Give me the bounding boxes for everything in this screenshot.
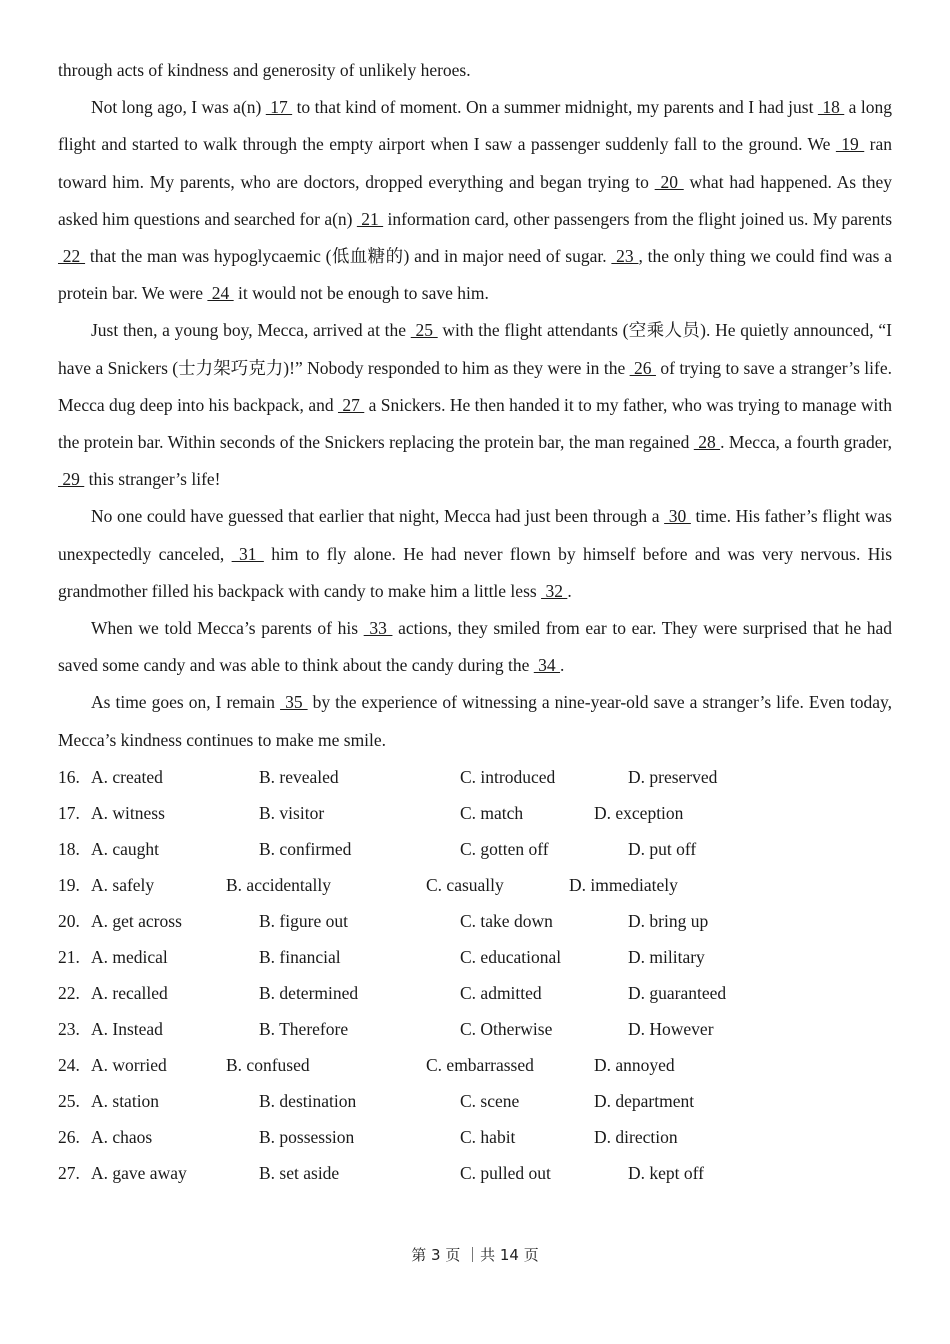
option-d: D. kept off	[628, 1162, 704, 1183]
option-c: C. gotten off	[460, 838, 549, 859]
answer-blank: 19	[835, 134, 865, 155]
answer-blank: 23	[611, 246, 639, 267]
answer-blank: 35	[280, 692, 308, 713]
passage-text: that the man was hypoglycaemic (低血糖的) and in major need of sugar.	[85, 246, 612, 267]
option-c: C. casually	[426, 874, 504, 895]
question-row	[58, 975, 892, 1011]
option-a: A. chaos	[91, 1126, 153, 1147]
option-b: B. possession	[259, 1126, 355, 1147]
option-d: D. put off	[628, 838, 697, 859]
passage-text: of trying to save a stranger’s life. Mecca dug deep into his backpack, and	[58, 357, 892, 415]
passage-text: information card, other passengers from the flight joined us. My parents	[383, 208, 892, 229]
passage-text: When we told Mecca’s parents of his	[91, 618, 364, 639]
question-row	[58, 831, 892, 867]
option-a: A. created	[91, 766, 163, 787]
option-c: C. Otherwise	[460, 1018, 553, 1039]
option-a: A. worried	[91, 1054, 167, 1075]
answer-blank: 24	[207, 283, 234, 304]
passage-text: what had happened. As they asked him questions and searched for a(n)	[58, 171, 892, 229]
passage-text: As time goes on, I remain	[91, 692, 281, 713]
answer-blank: 29	[58, 469, 85, 490]
passage-text: Just then, a young boy, Mecca, arrived at the	[91, 320, 411, 341]
option-d: D. preserved	[628, 766, 718, 787]
passage-text: ran toward him. My parents, who are doctors, dropped everything and began trying to	[58, 134, 893, 192]
passage-text: by the experience of witnessing a nine-year-old save a stranger’s life. Even today, Mecca’s kindness continues to make me smile.	[58, 692, 892, 750]
option-c: C. match	[460, 802, 524, 823]
question-row	[58, 1083, 892, 1119]
option-b: B. determined	[259, 982, 359, 1003]
passage-text: this stranger’s life!	[84, 469, 221, 490]
option-b: B. accidentally	[226, 874, 331, 895]
option-d: D. direction	[594, 1126, 678, 1147]
question-number: 20.	[58, 910, 80, 931]
question-options-list	[58, 759, 892, 1191]
question-row	[58, 1011, 892, 1047]
option-c: C. pulled out	[460, 1162, 551, 1183]
question-number: 16.	[58, 766, 80, 787]
question-number: 27.	[58, 1162, 80, 1183]
option-d: D. department	[594, 1090, 695, 1111]
option-a: A. witness	[91, 802, 165, 823]
option-b: B. confused	[226, 1054, 310, 1075]
question-row	[58, 867, 892, 903]
passage-text: a Snickers. He then handed it to my father, who was trying to manage with the protein bar. Within seconds of the Snickers replacing the protein bar, the man regained	[58, 394, 893, 453]
question-number: 24.	[58, 1054, 80, 1075]
passage-text: , the only thing we could find was a protein bar. We were	[58, 246, 892, 304]
option-d: D. However	[628, 1018, 714, 1039]
option-d: D. bring up	[628, 910, 709, 931]
passage-paragraph-5	[58, 684, 892, 758]
question-number: 26.	[58, 1126, 80, 1147]
question-number: 18.	[58, 838, 80, 859]
answer-blank: 20	[654, 171, 684, 192]
option-a: A. get across	[91, 910, 182, 931]
option-b: B. revealed	[259, 766, 339, 787]
passage-text: . Mecca, a fourth grader,	[720, 432, 893, 453]
option-d: D. immediately	[569, 874, 678, 895]
answer-blank: 22	[58, 246, 86, 267]
question-row	[58, 1047, 892, 1083]
passage-text: it would not be enough to save him.	[233, 283, 489, 304]
answer-blank: 31	[231, 543, 264, 564]
option-d: D. exception	[594, 802, 684, 823]
answer-blank: 34	[533, 655, 561, 676]
option-b: B. set aside	[259, 1162, 340, 1183]
question-row	[58, 903, 892, 939]
option-d: D. annoyed	[594, 1054, 675, 1075]
passage-text: to that kind of moment. On a summer midnight, my parents and I had just	[292, 97, 818, 118]
option-c: C. introduced	[460, 766, 556, 787]
option-a: A. recalled	[91, 982, 168, 1003]
passage-text: No one could have guessed that earlier that night, Mecca had just been through a	[91, 506, 665, 527]
question-number: 17.	[58, 802, 80, 823]
answer-blank: 25	[410, 320, 438, 341]
passage-text: .	[567, 580, 572, 601]
option-a: A. Instead	[91, 1018, 163, 1039]
question-number: 19.	[58, 874, 80, 895]
passage-paragraph-1	[58, 89, 892, 312]
passage-paragraph-3	[58, 498, 892, 610]
passage-text: with the flight attendants (空乘人员). He quietly announced, “I have a Snickers (士力架巧克力)!” Nobody responded to him as they were in the	[58, 320, 892, 378]
answer-blank: 28	[693, 432, 721, 453]
option-c: C. scene	[460, 1090, 520, 1111]
question-number: 25.	[58, 1090, 80, 1111]
option-b: B. figure out	[259, 910, 348, 931]
option-b: B. financial	[259, 946, 341, 967]
question-row	[58, 1119, 892, 1155]
answer-blank: 30	[664, 506, 691, 527]
option-c: C. admitted	[460, 982, 542, 1003]
option-c: C. habit	[460, 1126, 516, 1147]
option-b: B. confirmed	[259, 838, 352, 859]
answer-blank: 17	[265, 97, 293, 118]
passage-text: Not long ago, I was a(n)	[91, 97, 266, 118]
option-d: D. guaranteed	[628, 982, 727, 1003]
document-page	[58, 52, 892, 1191]
passage-text: actions, they smiled from ear to ear. They were surprised that he had saved some candy and was able to think about the candy during the	[58, 618, 892, 676]
passage-text: time. His father’s flight was unexpectedly canceled,	[58, 506, 892, 564]
question-row	[58, 795, 892, 831]
question-row	[58, 1155, 892, 1191]
answer-blank: 27	[337, 394, 365, 415]
option-a: A. caught	[91, 838, 160, 859]
answer-blank: 18	[817, 97, 845, 118]
option-b: B. Therefore	[259, 1018, 349, 1039]
option-b: B. visitor	[259, 802, 325, 823]
option-a: A. gave away	[91, 1162, 187, 1183]
option-c: C. take down	[460, 910, 553, 931]
question-number: 23.	[58, 1018, 80, 1039]
question-number: 21.	[58, 946, 80, 967]
option-b: B. destination	[259, 1090, 357, 1111]
passage-text: him to fly alone. He had never flown by himself before and was very nervous. His grandmother filled his backpack with candy to make him a little less	[58, 543, 893, 601]
answer-blank: 26	[629, 357, 656, 378]
question-row	[58, 939, 892, 975]
option-d: D. military	[628, 946, 705, 967]
option-a: A. station	[91, 1090, 160, 1111]
option-c: C. educational	[460, 946, 562, 967]
passage-text: .	[560, 655, 565, 676]
passage-text: a long flight and started to walk through the empty airport when I saw a passenger suddenly fall to the ground. We	[58, 97, 892, 155]
answer-blank: 21	[356, 208, 384, 229]
answer-blank: 33	[363, 618, 393, 639]
question-number: 22.	[58, 982, 80, 1003]
option-a: A. safely	[91, 874, 155, 895]
page-footer: 第 3 页 ｜共 14 页	[411, 1246, 539, 1264]
option-a: A. medical	[91, 946, 168, 967]
question-row	[58, 759, 892, 795]
passage-paragraph-2	[58, 312, 892, 498]
passage-paragraph-4	[58, 610, 892, 684]
answer-blank: 32	[541, 580, 568, 601]
passage-paragraph-0: through acts of kindness and generosity of unlikely heroes.	[58, 60, 471, 80]
option-c: C. embarrassed	[426, 1054, 534, 1075]
